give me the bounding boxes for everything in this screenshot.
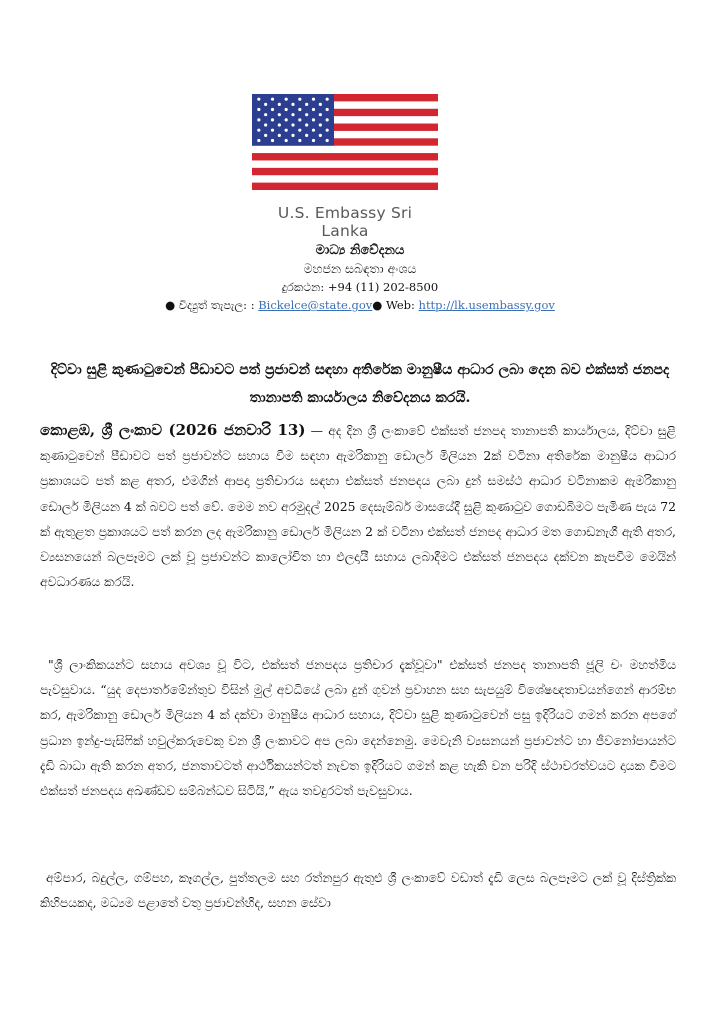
flag-star <box>278 123 281 126</box>
flag-star <box>278 113 281 116</box>
flag-star <box>298 129 301 132</box>
flag-star <box>326 118 329 121</box>
embassy-name: U.S. Embassy Sri Lanka <box>277 204 413 240</box>
paragraph-1 <box>40 418 676 594</box>
press-release-headline: දිට්වා සුළි කුණාටුවෙන් පීඩාවට පත් ප්‍රජාවන් සඳහා අතිරේක මානුෂීය ආධාර ලබා දෙන බව එක්සත් ජනපද තානාපති කාර්යාලය නිවේදනය කරයි. <box>50 362 670 406</box>
web-label: ● Web: <box>372 298 419 312</box>
email-label: ● විද්‍යුත් තැපැල: : <box>165 298 259 312</box>
flag-star <box>312 139 315 142</box>
web-link[interactable]: http://lk.usembassy.gov <box>418 298 555 312</box>
flag-star <box>298 98 301 101</box>
flag-star <box>264 123 267 126</box>
flag-star <box>312 129 315 132</box>
flag-star <box>257 108 260 111</box>
flag-star <box>326 129 329 132</box>
flag-stripe <box>252 153 438 161</box>
flag-star <box>257 98 260 101</box>
flag-star <box>271 139 274 142</box>
us-flag-icon <box>252 94 438 190</box>
release-type-heading: මාධ්‍ය නිවේදනය <box>315 243 405 258</box>
flag-star <box>257 129 260 132</box>
flag-star <box>285 139 288 142</box>
flag-star <box>312 98 315 101</box>
flag-stripe <box>252 168 438 176</box>
flag-star <box>312 118 315 121</box>
flag-star <box>298 118 301 121</box>
flag-canton <box>252 94 334 146</box>
paragraph-3: අම්පාර, බදුල්ල, ගම්පහ, කෑගල්ල, පුත්තලම සහ රත්නපුර ඇතුළු ශ්‍රී ලංකාවේ වඩාත් දැඩි ලෙස බලපෑමට ලක් වූ දිස්ත්‍රික්ක කිහිපයකද, මධ්‍යම පළාතේ වතු ප්‍රජාවන්හිද, සහන සේවා <box>40 870 676 911</box>
flag-star <box>305 113 308 116</box>
paragraph-1-text: — අද දින ශ්‍රී ලංකාවේ එක්සත් ජනපද තානාපති කාර්යාලය, දිට්වා සුළි කුණාටුවෙන් පීඩාවට පත් ප්‍රජාවන්ට සහාය වීම සඳහා ඇමරිකානු ඩොලර් මිලියන 2ක් වටිනා අතිරේක මානුෂීය ආධාර ප්‍රකාශයට පත් කළ අතර, එමගින් ආපදා ප්‍රතිචාරය සඳහා එක්සත් ජනපදය ලබා දුන් සමස්ථ ආධාර වටිනාකම ඇමරිකානු ඩොලර් මිලියන 4 ක් බවට පත් වේ. මෙම නව අරමුදල් 2025 දෙසැම්බර් මාසයේදී සුළි කුණාටුව ගොඩබිමට පැමිණ පැය 72 ක් ඇතුළත ප්‍රකාශයට පත් කරන ලද ඇමරිකානු ඩොලර් මිලියන 2 ක් වටිනා එක්සත් ජනපද ආධාර මත ගොඩනැගී ඇති අතර, ව්‍යසනයෙන් බලපෑමට ලක් වූ ප්‍රජාවන්ට කාලෝචිත හා ඵලදායී සහාය ලබාදීමට එක්සත් ජනපදය දක්වන කැපවීම මෙයින් අවධාරණය කරයි. <box>40 423 676 590</box>
dateline: කොළඹ, ශ්‍රී ලංකාව (2026 ජනවාරි 13) <box>40 421 306 439</box>
flag-star <box>312 108 315 111</box>
phone-number: දුරකථන: +94 (11) 202-8500 <box>281 280 439 294</box>
flag-star <box>291 113 294 116</box>
flag-star <box>257 139 260 142</box>
flag-star <box>271 98 274 101</box>
flag-star <box>305 123 308 126</box>
flag-star <box>305 103 308 106</box>
flag-star <box>264 103 267 106</box>
flag-star <box>298 108 301 111</box>
contact-block <box>0 242 720 314</box>
flag-star <box>319 103 322 106</box>
email-web-line <box>0 296 720 314</box>
department-label: මහජන සබඳතා අංශය <box>303 261 417 276</box>
flag-star <box>326 98 329 101</box>
flag-stripe <box>252 146 438 154</box>
flag-star <box>319 113 322 116</box>
flag-stripe <box>252 160 438 168</box>
flag-star <box>278 134 281 137</box>
flag-star <box>285 98 288 101</box>
flag-star <box>271 129 274 132</box>
flag-star <box>285 118 288 121</box>
flag-star <box>291 134 294 137</box>
flag-star <box>326 108 329 111</box>
flag-star <box>271 108 274 111</box>
flag-star <box>291 123 294 126</box>
flag-star <box>285 129 288 132</box>
flag-star <box>264 113 267 116</box>
flag-star <box>326 139 329 142</box>
flag-star <box>257 118 260 121</box>
flag-star <box>305 134 308 137</box>
flag-star <box>298 139 301 142</box>
flag-star <box>285 108 288 111</box>
flag-stripe <box>252 183 438 190</box>
flag-star <box>319 123 322 126</box>
flag-star <box>271 118 274 121</box>
flag-star <box>319 134 322 137</box>
email-link[interactable]: Bickelce@state.gov <box>258 298 373 312</box>
paragraph-2: "ශ්‍රී ලාංකිකයන්ට සහාය අවශ්‍ය වූ විට, එක්සත් ජනපදය ප්‍රතිචාර දැක්වූවා" එක්සත් ජනපද තානාපති ජූලි චං මහත්මිය පැවසුවාය. “යුද දෙපාර්තමේන්තුව විසින් මුල් අවධියේ ලබා දුන් ගුවන් ප්‍රවාහන සහ සැපයුම් විශේෂඥතාවයන්ගෙන් ආරම්භ කර, ඇමරිකානු ඩොලර් මිලියන 4 ක් දක්වා මානුෂීය ආධාර සහාය, දිට්වා සුළි කුණාටුවෙන් පසු ඉදිරියට ගමන් කරන අපගේ ප්‍රධාන ඉන්දු-පැසිෆික් හවුල්කරුවෙකු වන ශ්‍රී ලංකාවට අප ලබා දෙන්නෙමු. මෙවැනි ව්‍යසනයන් ප්‍රජාවන්ට හා ජීවනෝපායන්ට දැඩි බාධා ඇති කරන අතර, ජනතාවටත් ආර්ථිකයන්ටත් නැවත ඉදිරියට ගමන් කළ හැකි වන පරිදි ස්ථාවරත්වයට දායක වීමට එක්සත් ජනපදය අඛණ්ඩව සම්බන්ධව සිටියි,” ඇය තවදුරටත් පැවසුවාය. <box>40 657 676 799</box>
flag-star <box>291 103 294 106</box>
flag-star <box>278 103 281 106</box>
flag-stripe <box>252 175 438 183</box>
embassy-logo <box>252 94 438 240</box>
flag-star <box>264 134 267 137</box>
